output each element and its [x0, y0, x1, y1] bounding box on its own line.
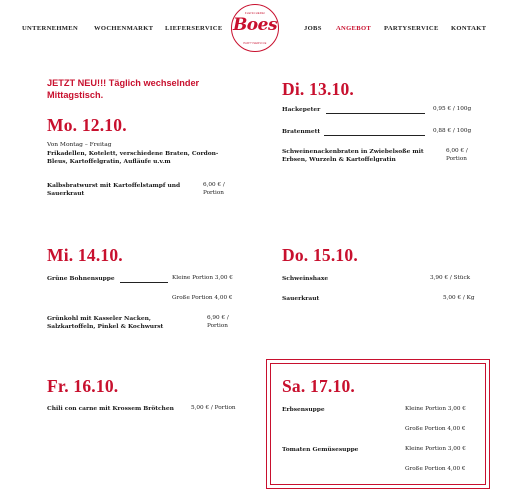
thursday-price-schweinshaxe: 3,90 € / Stück [430, 275, 471, 281]
tuesday-dish-2: Erbsen, Wurzeln & Kartoffelgratin [282, 156, 396, 163]
logo-bottom-text: PARTYSERVICE [243, 42, 267, 45]
monday-price-2: Portion [203, 190, 224, 196]
saturday-tomaten-large: Große Portion 4,00 € [405, 466, 466, 472]
wednesday-price-1: 6,90 € / [207, 315, 229, 321]
nav-lieferservice[interactable]: LIEFERSERVICE [165, 25, 223, 32]
nav-unternehmen[interactable]: UNTERNEHMEN [22, 25, 79, 32]
saturday-tomaten-small: Kleine Portion 3,00 € [405, 446, 466, 452]
logo-top-text: FLEISCHEREI [244, 12, 266, 15]
saturday-soup-tomaten: Tomaten Gemüsesuppe [282, 446, 359, 453]
wednesday-price-2: Portion [207, 323, 228, 329]
nav-wochenmarkt[interactable]: WOCHENMARKT [94, 25, 154, 32]
day-title-saturday: Sa. 17.10. [282, 376, 355, 396]
monday-desc-2: Bleus, Kartoffelgratin, Aufläufe u.v.m [47, 158, 171, 165]
top-navigation [0, 0, 510, 58]
intro-line-1: JETZT NEU!!! Täglich wechselnder [47, 78, 200, 88]
wednesday-dish-2: Salzkartoffeln, Pinkel & Kochwurst [47, 323, 164, 330]
tuesday-item-bratenmett: Bratenmett [282, 128, 321, 135]
wednesday-large-portion: Große Portion 4,00 € [172, 295, 233, 301]
day-title-monday: Mo. 12.10. [47, 115, 127, 135]
nav-kontakt[interactable]: KONTAKT [451, 25, 487, 32]
tuesday-price-hackepeter: 0,95 € / 100g [433, 106, 472, 112]
intro-line-2: Mittagstisch. [47, 90, 104, 100]
nav-partyservice[interactable]: PARTYSERVICE [384, 25, 439, 32]
tuesday-dish-price-2: Portion [446, 156, 467, 162]
nav-angebot[interactable]: ANGEBOT [336, 25, 372, 32]
day-title-friday: Fr. 16.10. [47, 376, 119, 396]
day-title-wednesday: Mi. 14.10. [47, 245, 123, 265]
friday-dish: Chili con carne mit Krossem Brötchen [47, 405, 174, 412]
tuesday-dotted-line-1 [326, 113, 425, 114]
monday-subtitle: Von Montag – Freitag [47, 142, 112, 148]
saturday-soup-erbsen: Erbsensuppe [282, 406, 325, 413]
thursday-item-sauerkraut: Sauerkraut [282, 295, 320, 302]
tuesday-price-bratenmett: 0,88 € / 100g [433, 128, 472, 134]
thursday-price-sauerkraut: 5,00 € / Kg [443, 295, 475, 301]
monday-desc-1: Frikadellen, Kotelett, verschiedene Braten, Cordon- [47, 150, 219, 157]
monday-dish-1: Kalbsbratwurst mit Kartoffelstampf und [47, 182, 181, 189]
tuesday-dish-1: Schweinenackenbraten in Zwiebelsoße mit [282, 148, 424, 155]
saturday-erbsen-small: Kleine Portion 3,00 € [405, 406, 466, 412]
day-title-thursday: Do. 15.10. [282, 245, 358, 265]
logo-script-text: Boes [232, 15, 278, 35]
wednesday-soup: Grüne Bohnensuppe [47, 275, 115, 282]
boes-logo[interactable] [231, 4, 279, 52]
nav-jobs[interactable]: JOBS [304, 25, 322, 32]
tuesday-dotted-line-2 [324, 135, 425, 136]
monday-price-1: 6,00 € / [203, 182, 225, 188]
tuesday-dish-price-1: 6,00 € / [446, 148, 468, 154]
thursday-item-schweinshaxe: Schweinshaxe [282, 275, 329, 282]
wednesday-dotted-line [120, 282, 168, 283]
tuesday-item-hackepeter: Hackepeter [282, 106, 321, 113]
wednesday-dish-1: Grünkohl mit Kasseler Nacken, [47, 315, 151, 322]
wednesday-small-portion: Kleine Portion 3,00 € [172, 275, 233, 281]
intro-headline [47, 77, 199, 101]
saturday-erbsen-large: Große Portion 4,00 € [405, 426, 466, 432]
day-title-tuesday: Di. 13.10. [282, 79, 354, 99]
monday-dish-2: Sauerkraut [47, 190, 85, 197]
friday-price: 5,00 € / Portion [191, 405, 236, 411]
